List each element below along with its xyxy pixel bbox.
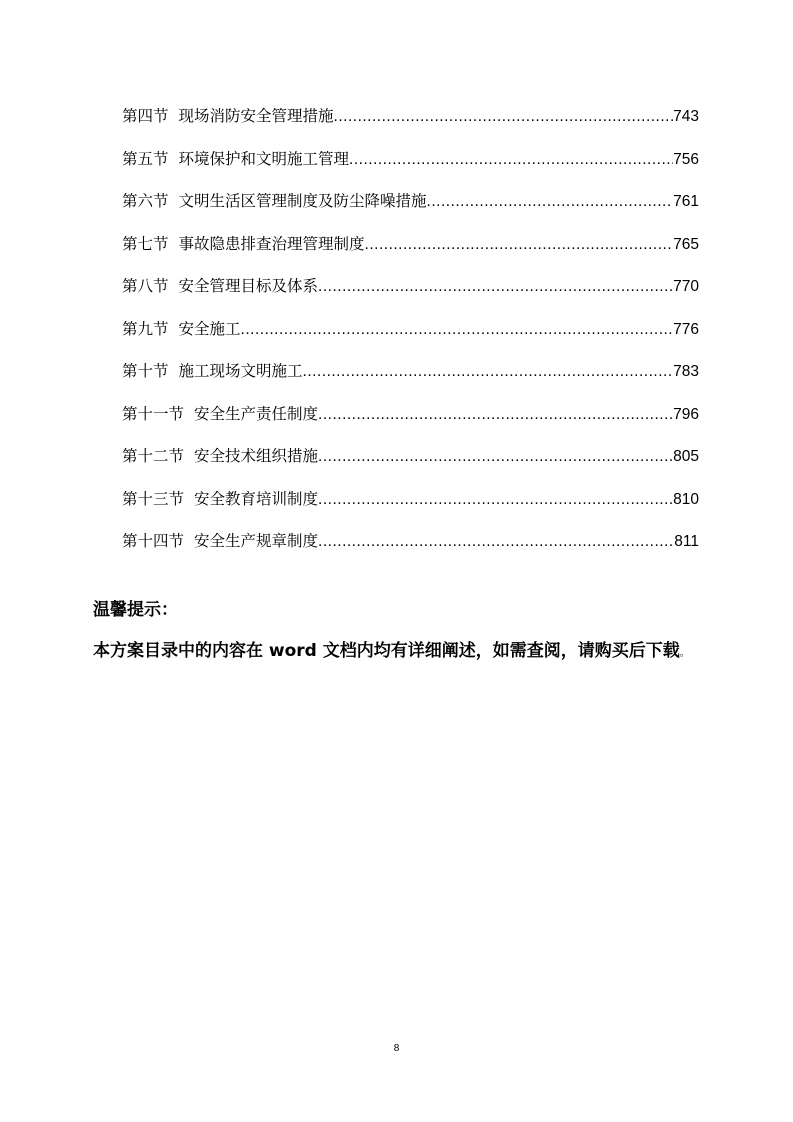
notice-period: 。: [679, 648, 690, 659]
toc-title: 安全教育培训制度: [194, 489, 319, 508]
toc-page: 770: [673, 278, 699, 295]
toc-entry[interactable]: [122, 232, 699, 275]
toc-page: 805: [673, 448, 699, 465]
toc-leader: [427, 193, 674, 211]
toc-entry[interactable]: [122, 529, 699, 572]
toc-section: 第十三节: [122, 489, 185, 508]
toc-leader: [318, 406, 673, 424]
toc-section: 第八节: [122, 277, 169, 295]
toc-entry[interactable]: [122, 444, 699, 487]
toc-entry[interactable]: [122, 104, 699, 147]
toc-section: 第四节: [122, 107, 169, 125]
toc-page: 796: [673, 405, 699, 423]
toc-leader: [334, 108, 674, 126]
toc-section: 第九节: [122, 319, 169, 338]
toc-leader: [303, 363, 674, 381]
notice-text: 本方案目录中的内容在 word 文档内均有详细阐述，如需查阅，请购买后下载: [93, 641, 680, 661]
toc-section: 第七节: [122, 234, 169, 253]
toc-entry[interactable]: [122, 317, 699, 360]
toc-title: 环境保护和文明施工管理: [178, 149, 350, 168]
page-number: 8: [393, 1043, 400, 1054]
toc-entry[interactable]: [122, 274, 699, 317]
toc-section: 第十四节: [122, 532, 185, 550]
toc-page: 743: [673, 108, 699, 125]
toc-page: 756: [673, 150, 699, 168]
toc-section: 第十一节: [122, 404, 185, 423]
toc-title: 安全管理目标及体系: [178, 277, 319, 295]
toc-leader: [318, 491, 673, 509]
toc-entry[interactable]: [122, 189, 699, 232]
toc-page: 776: [673, 320, 699, 338]
table-of-contents: [122, 104, 699, 572]
toc-section: 第十二节: [122, 447, 185, 465]
toc-section: 第五节: [122, 149, 169, 168]
toc-section: 第六节: [122, 192, 169, 210]
toc-title: 安全生产责任制度: [194, 404, 319, 423]
toc-leader: [318, 448, 673, 466]
toc-title: 安全施工: [178, 319, 241, 338]
toc-page: 761: [673, 193, 699, 210]
toc-entry[interactable]: [122, 487, 699, 530]
toc-title: 文明生活区管理制度及防尘降噪措施: [178, 192, 427, 210]
toc-title: 现场消防安全管理措施: [178, 107, 334, 125]
toc-leader: [241, 321, 674, 339]
notice-title: 温馨提示：: [93, 600, 178, 620]
toc-page: 783: [673, 363, 699, 380]
toc-entry[interactable]: [122, 147, 699, 190]
toc-leader: [318, 533, 674, 551]
toc-title: 事故隐患排查治理管理制度: [178, 234, 365, 253]
notice-body: [93, 630, 713, 675]
toc-page: 810: [673, 490, 699, 508]
toc-leader: [349, 151, 673, 169]
toc-title: 安全生产规章制度: [194, 532, 319, 550]
toc-title: 施工现场文明施工: [178, 362, 303, 380]
toc-page: 811: [674, 533, 699, 550]
toc-page: 765: [673, 235, 699, 253]
toc-title: 安全技术组织措施: [194, 447, 319, 465]
toc-leader: [318, 278, 673, 296]
toc-entry[interactable]: [122, 359, 699, 402]
toc-entry[interactable]: [122, 402, 699, 445]
toc-leader: [365, 236, 674, 254]
toc-section: 第十节: [122, 362, 169, 380]
